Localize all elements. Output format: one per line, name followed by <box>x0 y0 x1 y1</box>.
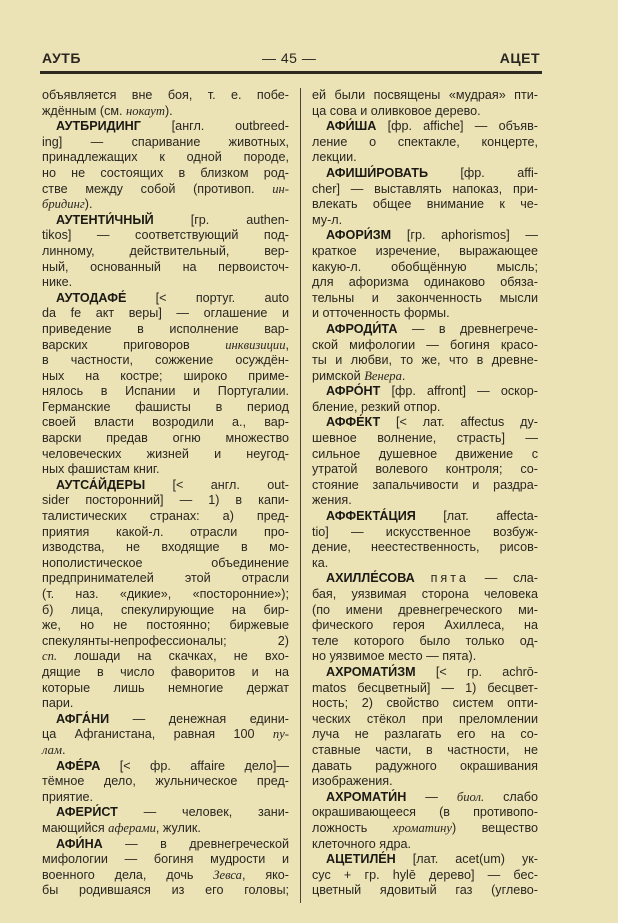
headword: АФЕ́РА <box>56 758 101 773</box>
text-span: давать радужного окрашивания <box>312 758 538 773</box>
text-span: tikos] — соответствующий под- <box>42 228 289 243</box>
text-span: (т. наз. «дикие», «посторонние»); <box>42 587 289 601</box>
text-span: ) вещество <box>452 820 538 835</box>
text-span: изображения. <box>312 774 393 789</box>
italic-term: пу- <box>272 727 289 742</box>
text-span: ление о спектакле, концерте, <box>312 134 538 149</box>
text-span: варски предав огню множество <box>42 431 289 446</box>
text-line <box>42 821 289 837</box>
text-line <box>312 805 538 821</box>
text-span: фического героя Ахиллеса, на <box>312 618 538 633</box>
text-line <box>312 88 538 104</box>
text-line <box>42 665 289 681</box>
text-line <box>42 447 289 463</box>
text-span: — сла- <box>468 571 539 586</box>
text-line <box>312 353 538 369</box>
italic-term: нокаут <box>126 103 165 118</box>
text-span: стояние запальчивости и раздра- <box>312 477 538 492</box>
text-line <box>42 852 289 868</box>
text-line <box>42 462 289 478</box>
entry-headline <box>312 228 538 244</box>
text-line <box>42 727 289 743</box>
text-line <box>42 322 289 338</box>
text-line <box>42 868 289 884</box>
text-line <box>42 649 289 665</box>
text-line <box>42 150 289 166</box>
text-line <box>42 681 289 697</box>
text-span: ). <box>164 103 173 118</box>
right-column <box>312 88 538 899</box>
text-span: и отточенность формы. <box>312 306 450 321</box>
text-span: луча не разлагать его на со- <box>312 727 538 742</box>
headword: АФФЕКТА́ЦИЯ <box>326 509 416 524</box>
entry-headline <box>42 213 289 229</box>
entry-headline <box>312 322 538 338</box>
text-span: бление, резкий отпор. <box>312 399 441 414</box>
text-span: [фр. affi- <box>428 165 538 180</box>
text-line <box>42 571 289 587</box>
text-span: изводства, не входящие в мо- <box>42 540 289 555</box>
entry-headline <box>312 119 538 135</box>
text-line <box>42 338 289 354</box>
text-line <box>42 197 289 213</box>
text-span: нике. <box>42 275 73 290</box>
text-line <box>312 696 538 712</box>
text-span: какую-л. обобщённую мысль; <box>312 259 538 274</box>
text-span: клеточного ядра. <box>312 836 411 851</box>
text-span: краткое изречение, выражающее <box>312 243 538 258</box>
text-span: лошади на скачках, не вхо- <box>57 649 289 664</box>
text-line <box>42 228 289 244</box>
text-span: . <box>61 742 66 757</box>
text-line <box>312 603 538 619</box>
text-span: , <box>285 337 289 352</box>
text-span: б) лица, спекулирующие на бир- <box>42 602 289 617</box>
text-span: [< гр. achrō- <box>415 664 538 679</box>
text-span: пари. <box>42 696 74 711</box>
text-line <box>312 649 538 665</box>
entry-headline <box>312 384 538 400</box>
text-line <box>42 587 289 603</box>
italic-term: Венера <box>364 368 402 383</box>
text-span: ждённым (см. <box>42 103 127 118</box>
text-span: [< португ. auto <box>126 290 289 305</box>
italic-term: биол. <box>456 789 485 804</box>
text-line <box>312 712 538 728</box>
text-span: ской мифологии — богиня красо- <box>312 337 538 352</box>
text-span: , яко- <box>241 867 289 882</box>
text-line <box>312 587 538 603</box>
text-span: приятия какой-л. отрасли про- <box>42 524 289 539</box>
text-span: [лат. affecta- <box>415 509 538 524</box>
text-line <box>312 478 538 494</box>
text-line <box>312 306 538 322</box>
text-line <box>42 618 289 634</box>
text-span: которые лишь немногие держат <box>42 680 289 695</box>
headword: АУТОДАФЕ́ <box>56 290 127 305</box>
italic-term: хроматину <box>392 820 453 835</box>
headword: АФГА́НИ <box>56 711 110 726</box>
headword: АФИ́НА <box>56 836 103 851</box>
text-line <box>42 244 289 260</box>
headword: АУТБРИДИНГ <box>56 119 141 134</box>
headword: АФИШИ́РОВАТЬ <box>326 165 428 180</box>
text-span: ка. <box>312 555 329 570</box>
text-span: [фр. affront] — оскор- <box>380 384 538 399</box>
text-line <box>42 275 289 291</box>
entry-headline <box>42 478 289 494</box>
text-span: своей власти возродили а., вар- <box>42 415 289 430</box>
text-span: жения. <box>312 493 352 508</box>
text-span: бая, уязвимая сторона человека <box>312 587 538 601</box>
left-column <box>42 88 289 899</box>
italic-term: аферами <box>108 820 156 835</box>
text-line <box>312 462 538 478</box>
headword: АФФЕ́КТ <box>326 415 381 430</box>
entry-headline <box>312 665 538 681</box>
headword: АФИ́ША <box>326 119 377 134</box>
text-line <box>312 400 538 416</box>
text-line <box>312 275 538 291</box>
text-span: [фр. affiche] — объяв- <box>376 119 538 134</box>
text-line <box>312 182 538 198</box>
text-line <box>42 540 289 556</box>
text-span: приятие. <box>42 789 93 804</box>
text-line <box>312 150 538 166</box>
text-span: ). <box>84 197 93 212</box>
column-divider <box>300 88 301 903</box>
text-line <box>42 260 289 276</box>
text-span: предпринимателей этой отрасли <box>42 571 289 586</box>
text-line <box>42 306 289 322</box>
text-span: ность; 2) свойство систем опти- <box>312 696 538 711</box>
entry-headline <box>312 166 538 182</box>
text-line <box>42 415 289 431</box>
text-span: му-л. <box>312 212 343 227</box>
text-line <box>42 696 289 712</box>
text-span: же, но не постоянно; биржевые <box>42 618 289 633</box>
entry-headline <box>312 509 538 525</box>
text-line <box>312 447 538 463</box>
text-line <box>42 400 289 416</box>
text-span: цветный ядовитый газ (углево- <box>312 883 538 898</box>
text-span: окрашивающееся (в противопо- <box>312 805 538 820</box>
text-line <box>312 821 538 837</box>
text-line <box>42 182 289 198</box>
text-span: [< лат. affectus ду- <box>380 415 538 430</box>
text-line <box>42 556 289 572</box>
text-span: , жулик. <box>155 820 201 835</box>
text-span: шевное волнение, страсть] — <box>312 431 538 446</box>
italic-term: Зевса <box>213 867 242 882</box>
italic-term: сп. <box>42 649 58 664</box>
text-span: ей были посвящены «мудрая» пти- <box>312 88 538 102</box>
text-line <box>312 213 538 229</box>
text-line <box>42 493 289 509</box>
text-line <box>312 104 538 120</box>
headword: АФРОДИ́ТА <box>326 321 398 336</box>
text-line <box>312 774 538 790</box>
text-line <box>42 743 289 759</box>
text-line <box>312 260 538 276</box>
text-line <box>312 291 538 307</box>
text-span: военного дела, дочь <box>42 867 214 882</box>
text-span: ных фашистам книг. <box>42 462 160 477</box>
entry-headline <box>42 712 289 728</box>
text-line <box>312 837 538 853</box>
text-span: [< англ. out- <box>145 477 289 492</box>
text-line <box>312 743 538 759</box>
text-span: спекулянты-непрофессионалы; 2) <box>42 633 289 648</box>
text-span: Германские фашисты в период <box>42 399 289 414</box>
text-line <box>42 774 289 790</box>
text-span: тельны и законченность мысли <box>312 290 538 305</box>
text-line <box>42 603 289 619</box>
text-span: [гр. authen- <box>153 212 289 227</box>
entry-headline <box>42 119 289 135</box>
entry-headline <box>42 837 289 853</box>
entry-headline <box>312 415 538 431</box>
text-span: — <box>406 789 457 804</box>
text-line <box>312 369 538 385</box>
page-number: — 45 — <box>262 50 317 66</box>
text-span: приведение в исполнение вар- <box>42 321 289 336</box>
text-span: [< фр. affaire дело]— <box>100 758 289 773</box>
text-line <box>42 525 289 541</box>
headword: АЦЕТИЛЕ́Н <box>326 852 396 867</box>
text-line <box>42 790 289 806</box>
text-line <box>312 338 538 354</box>
text-line <box>42 353 289 369</box>
text-line <box>312 244 538 260</box>
text-span: ца сова и оливковое дерево. <box>312 103 481 118</box>
text-line <box>312 727 538 743</box>
text-span: сус + гр. hylē дерево] — бес- <box>312 867 538 882</box>
text-span: — в древнегреческой <box>102 836 289 851</box>
text-line <box>42 384 289 400</box>
text-span: но уязвимое место — пята). <box>312 649 477 664</box>
text-span: лекции. <box>312 150 357 165</box>
text-span: варских приговоров <box>42 337 226 352</box>
headword: АХРОМАТИ́ЗМ <box>326 664 416 679</box>
text-span <box>415 571 431 585</box>
text-span: римской <box>312 368 365 383</box>
text-span: — в древнегрече- <box>397 321 538 336</box>
text-line <box>42 369 289 385</box>
entry-headline <box>42 291 289 307</box>
headword: АУТСА́ЙДЕРЫ <box>56 477 146 492</box>
text-span: для афоризма одинаково обяза- <box>312 275 538 290</box>
italic-term: инквизиции <box>225 337 286 352</box>
right-guide-word: АЦЕТ <box>499 50 540 66</box>
text-line <box>312 883 538 899</box>
text-span: в частности, сожжение осуждён- <box>42 353 289 368</box>
headword: АХИЛЛЕ́СОВА <box>326 571 415 586</box>
text-span: ческих стёкол при преломлении <box>312 711 538 726</box>
headword: АФОРИ́ЗМ <box>326 228 392 243</box>
text-line <box>42 104 289 120</box>
text-span: нялось в Испании и Португалии. <box>42 384 289 399</box>
text-span: — человек, зани- <box>117 805 289 820</box>
text-span: принадлежащих к одной породе, <box>42 150 289 165</box>
text-span: талистических странах: а) пред- <box>42 509 289 524</box>
text-span: тёмное дело, жульническое пред- <box>42 774 289 789</box>
text-span: линному, действительный, вер- <box>42 243 289 258</box>
text-span: ложность <box>312 820 393 835</box>
entry-headline <box>312 790 538 806</box>
text-span: стве между собой (противоп. <box>42 181 273 196</box>
text-span: ца Афганистана, равная 100 <box>42 727 273 742</box>
italic-term: ин- <box>272 181 289 196</box>
text-span: ных на костре; широко приме- <box>42 368 289 383</box>
text-span: ты и любви, то же, что в древне- <box>312 353 538 368</box>
text-span: ing] — спаривание животных, <box>42 134 289 149</box>
text-span: (по имени древнегреческого ми- <box>312 602 538 617</box>
text-span: бы родившаяся из его головы; <box>42 883 289 898</box>
text-span: объявляется вне боя, т. е. побе- <box>42 88 289 102</box>
headword: АУТЕНТИ́ЧНЫЙ <box>56 212 154 227</box>
text-span: нополистическое объединение <box>42 555 289 570</box>
text-span: ный, основанный на первоисточ- <box>42 259 289 274</box>
text-span: [лат. acet(um) ук- <box>395 852 538 867</box>
text-span: сильное душевное движение с <box>312 446 538 461</box>
header-rule <box>40 71 542 74</box>
italic-term: лам <box>42 742 62 757</box>
headword: АХРОМАТИ́Н <box>326 789 407 804</box>
text-span: дящие в число фаворитов и на <box>42 664 289 679</box>
text-line <box>312 493 538 509</box>
text-line <box>312 525 538 541</box>
text-span: [гр. aphorismos] — <box>391 228 538 243</box>
text-line <box>312 868 538 884</box>
text-span: matos бесцветный] — 1) бесцвет- <box>312 680 538 695</box>
text-span: влекать общее внимание к че- <box>312 197 538 212</box>
headword: АФРО́НТ <box>326 384 381 399</box>
text-line <box>312 634 538 650</box>
text-line <box>42 135 289 151</box>
italic-term: бридинг <box>42 197 85 212</box>
text-span: дение, неестественность, рисов- <box>312 540 538 555</box>
text-span: мающийся <box>42 820 109 835</box>
text-span: но не состоящих в близком род- <box>42 165 289 180</box>
text-line <box>312 197 538 213</box>
text-span: утратой волевого контроля; со- <box>312 462 538 477</box>
text-line <box>312 135 538 151</box>
text-line <box>42 88 289 104</box>
headword: АФЕРИ́СТ <box>56 805 118 820</box>
entry-headline <box>42 805 289 821</box>
text-span: da fe акт веры] — оглашение и <box>42 306 289 321</box>
text-span: ставные части, в частности, не <box>312 742 538 757</box>
text-span: мифологии — богиня мудрости и <box>42 852 289 867</box>
text-line <box>42 509 289 525</box>
text-span: sider посторонний] — 1) в капи- <box>42 493 289 508</box>
entry-headline <box>312 571 538 587</box>
text-line <box>312 618 538 634</box>
text-line <box>312 681 538 697</box>
text-line <box>42 166 289 182</box>
text-span: человеческих жизней и неугод- <box>42 446 289 461</box>
text-span: — денежная едини- <box>109 711 289 726</box>
text-line <box>312 431 538 447</box>
left-guide-word: АУТБ <box>42 50 81 66</box>
entry-headline <box>312 852 538 868</box>
text-span: теле которого было только од- <box>312 633 538 648</box>
text-line <box>42 634 289 650</box>
text-line <box>312 759 538 775</box>
text-line <box>42 883 289 899</box>
text-line <box>312 540 538 556</box>
text-span: [англ. outbreed- <box>140 119 289 134</box>
text-span: слабо <box>484 789 539 804</box>
text-span: пята <box>430 571 469 586</box>
text-line <box>42 431 289 447</box>
entry-headline <box>42 759 289 775</box>
text-line <box>312 556 538 572</box>
text-span: . <box>401 368 406 383</box>
text-span: cher] — выставлять напоказ, при- <box>312 181 538 196</box>
text-span: tio] — искусственное возбуж- <box>312 524 538 539</box>
